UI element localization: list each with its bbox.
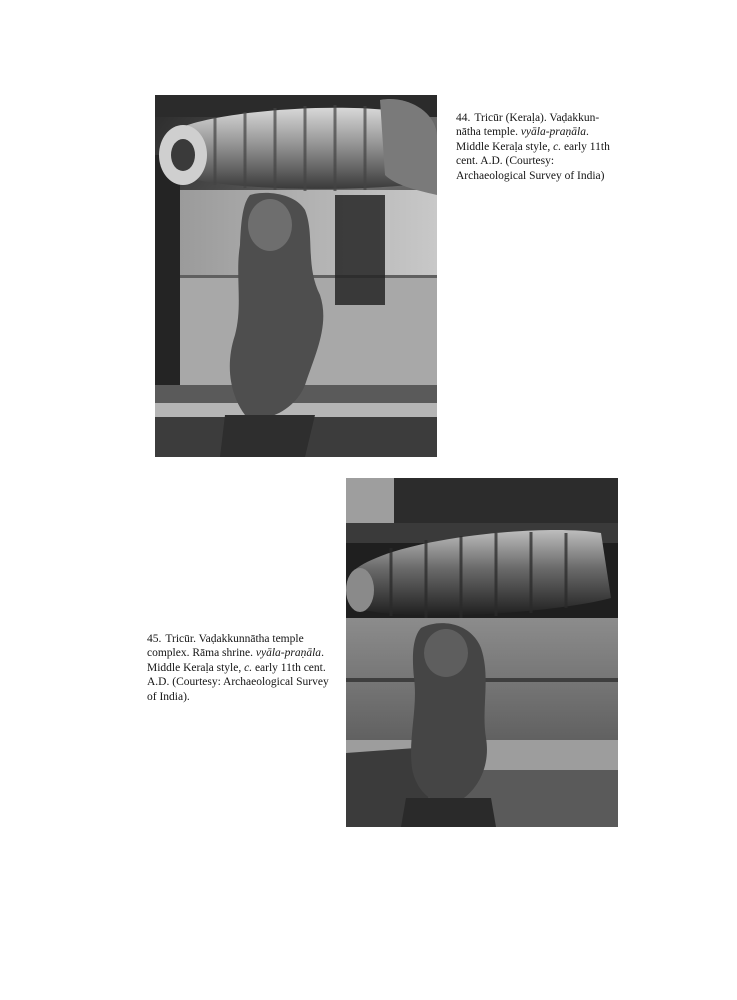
plate-45-caption-part: early 11th cent. A.D. (Courtesy: Archaeological Survey of India). <box>147 661 329 703</box>
plate-44-number: 44. <box>456 112 471 124</box>
plate-44-caption-part: early 11th cent. A.D. (Courtesy: Archaeological Survey of India) <box>456 140 610 182</box>
plate-45-photo <box>346 478 618 827</box>
plate-44-caption-part: vyāla-praṇāla <box>520 126 586 139</box>
plate-45-caption-part: c. <box>244 661 253 674</box>
plate-44-image <box>155 95 437 457</box>
plate-44-photo <box>155 95 437 457</box>
plate-44-caption-part: c. <box>553 140 562 153</box>
plate-44-caption-part: Tricūr (Keraḷa). Vaḍakkun-nātha temple. <box>456 112 600 139</box>
plate-45-image <box>346 478 618 827</box>
plate-45-caption-part: . Middle Keraḷa style, <box>147 647 324 674</box>
plate-44-caption <box>456 111 616 183</box>
plate-45-caption-part: vyāla-praṇāla <box>255 647 322 660</box>
plate-45-caption <box>147 632 330 704</box>
plate-45-caption-part: Tricūr. Vaḍakkunnātha temple complex. Rāma shrine. <box>147 633 304 660</box>
plate-44-caption-part: . Middle Keraḷa style, <box>456 126 589 153</box>
plate-45-number: 45. <box>147 633 162 645</box>
